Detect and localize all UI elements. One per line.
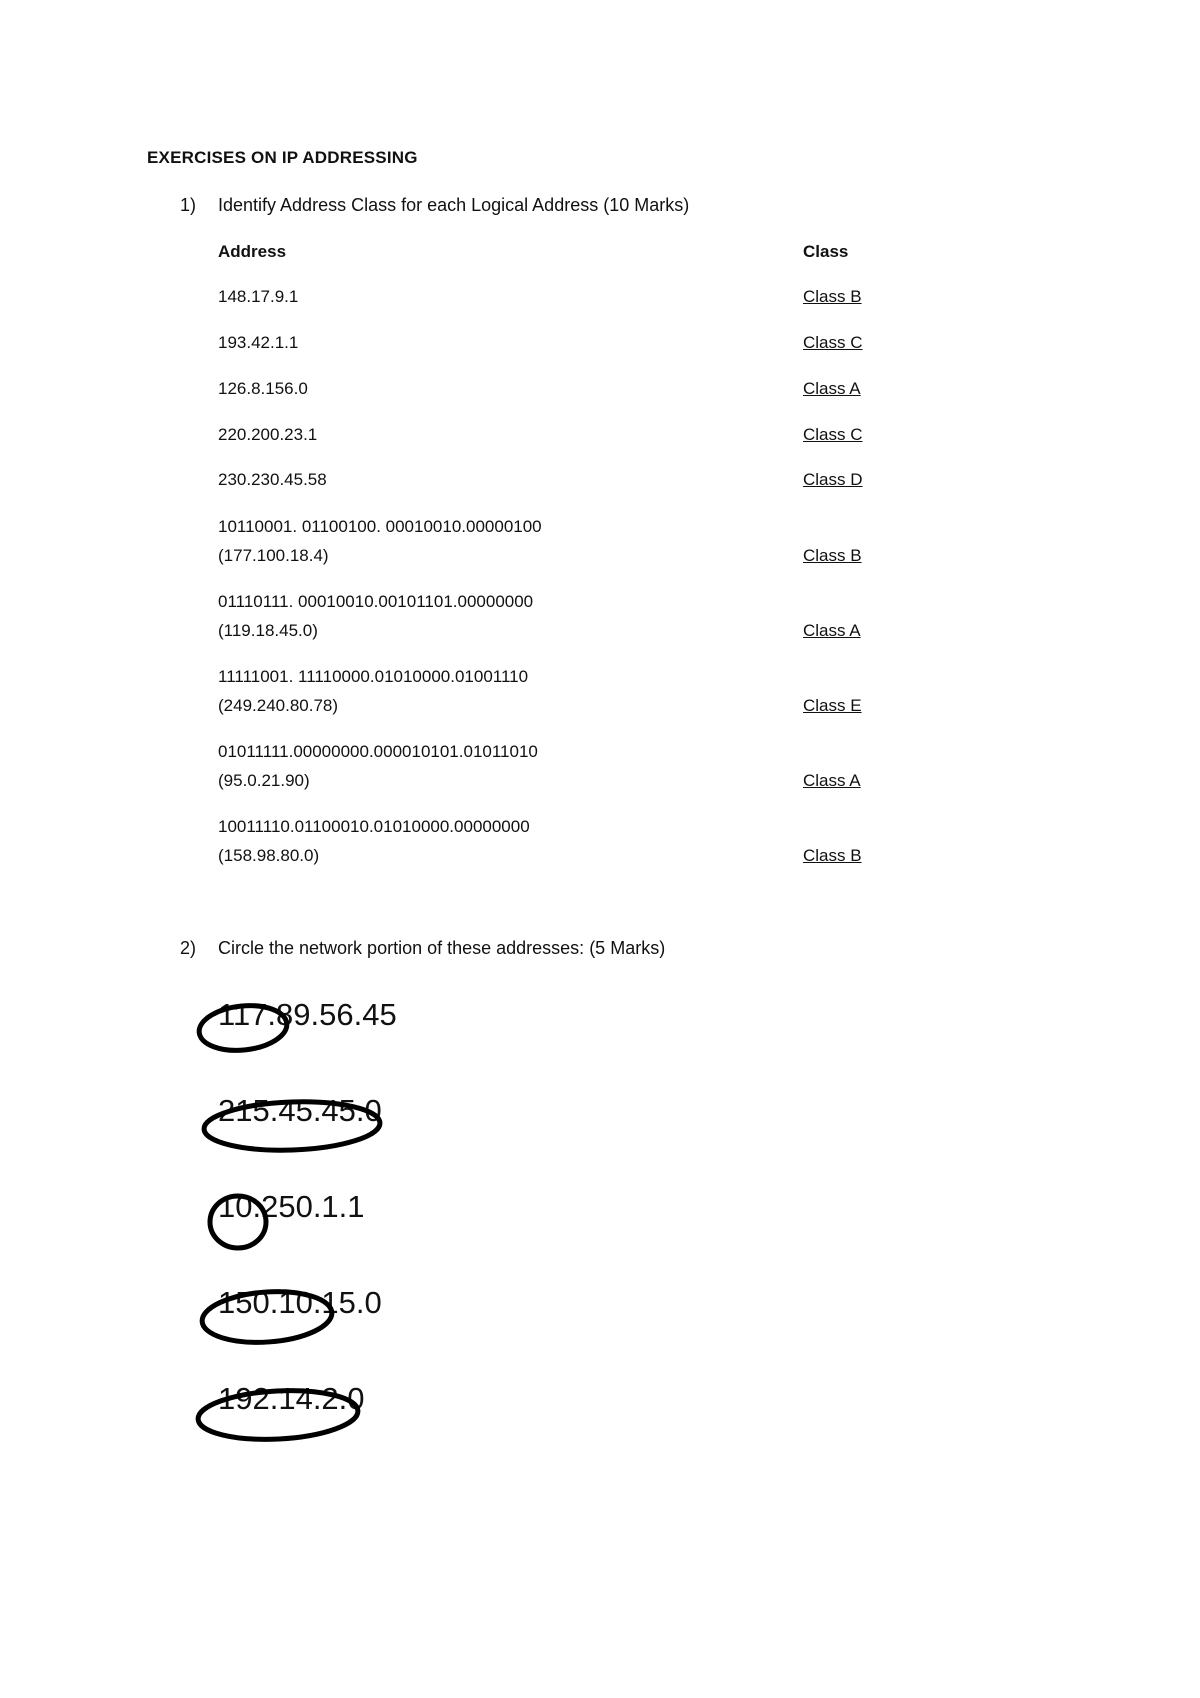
decimal-address: (95.0.21.90): [218, 771, 310, 790]
decimal-address: (177.100.18.4): [218, 546, 329, 565]
binary-address: 01011111.00000000.000010101.01011010: [218, 742, 538, 761]
page-title: EXERCISES ON IP ADDRESSING: [147, 148, 418, 167]
decimal-address: (119.18.45.0): [218, 621, 318, 640]
ip-address-item: 117.89.56.45: [218, 997, 397, 1032]
question-2-number: 2): [180, 938, 197, 958]
question-2-prompt: Circle the network portion of these addresses: (5 Marks): [218, 938, 666, 958]
ip-address-item: 215.45.45.0: [218, 1093, 382, 1128]
address-column-header: Address: [218, 242, 287, 261]
question-1-prompt: Identify Address Class for each Logical Address (10 Marks): [218, 195, 690, 215]
binary-address: 10110001. 01100100. 00010010.00000100: [218, 517, 542, 536]
question-1-number: 1): [180, 195, 197, 215]
class-answer: Class B: [803, 287, 862, 306]
address-value: 220.200.23.1: [218, 425, 318, 444]
class-answer: Class A: [803, 771, 861, 790]
address-value: 230.230.45.58: [218, 470, 327, 489]
question-1: [180, 195, 689, 216]
question-2: [180, 938, 665, 959]
class-answer: Class A: [803, 621, 861, 640]
table-row: [218, 742, 878, 802]
ip-address-item: 192.14.2.0: [218, 1381, 365, 1416]
class-answer: Class E: [803, 696, 862, 715]
class-answer: Class A: [803, 379, 861, 398]
table-row: [218, 667, 878, 727]
binary-address: 10011110.01100010.01010000.00000000: [218, 817, 530, 836]
table-row: [218, 592, 878, 652]
address-value: 193.42.1.1: [218, 333, 299, 352]
class-answer: Class B: [803, 846, 862, 865]
binary-address: 01110111. 00010010.00101101.00000000: [218, 592, 534, 611]
table-row: [218, 517, 878, 577]
decimal-address: (249.240.80.78): [218, 696, 339, 715]
class-column-header: Class: [803, 242, 849, 261]
ip-address-item: 10.250.1.1: [218, 1189, 365, 1224]
class-answer: Class B: [803, 546, 862, 565]
address-value: 148.17.9.1: [218, 287, 299, 306]
decimal-address: (158.98.80.0): [218, 846, 320, 865]
class-answer: Class C: [803, 333, 863, 352]
binary-address: 11111001. 11110000.01010000.01001110: [218, 667, 529, 686]
class-answer: Class C: [803, 425, 863, 444]
class-answer: Class D: [803, 470, 863, 489]
ip-address-item: 150.10.15.0: [218, 1285, 382, 1320]
table-row: [218, 817, 878, 877]
address-value: 126.8.156.0: [218, 379, 308, 398]
